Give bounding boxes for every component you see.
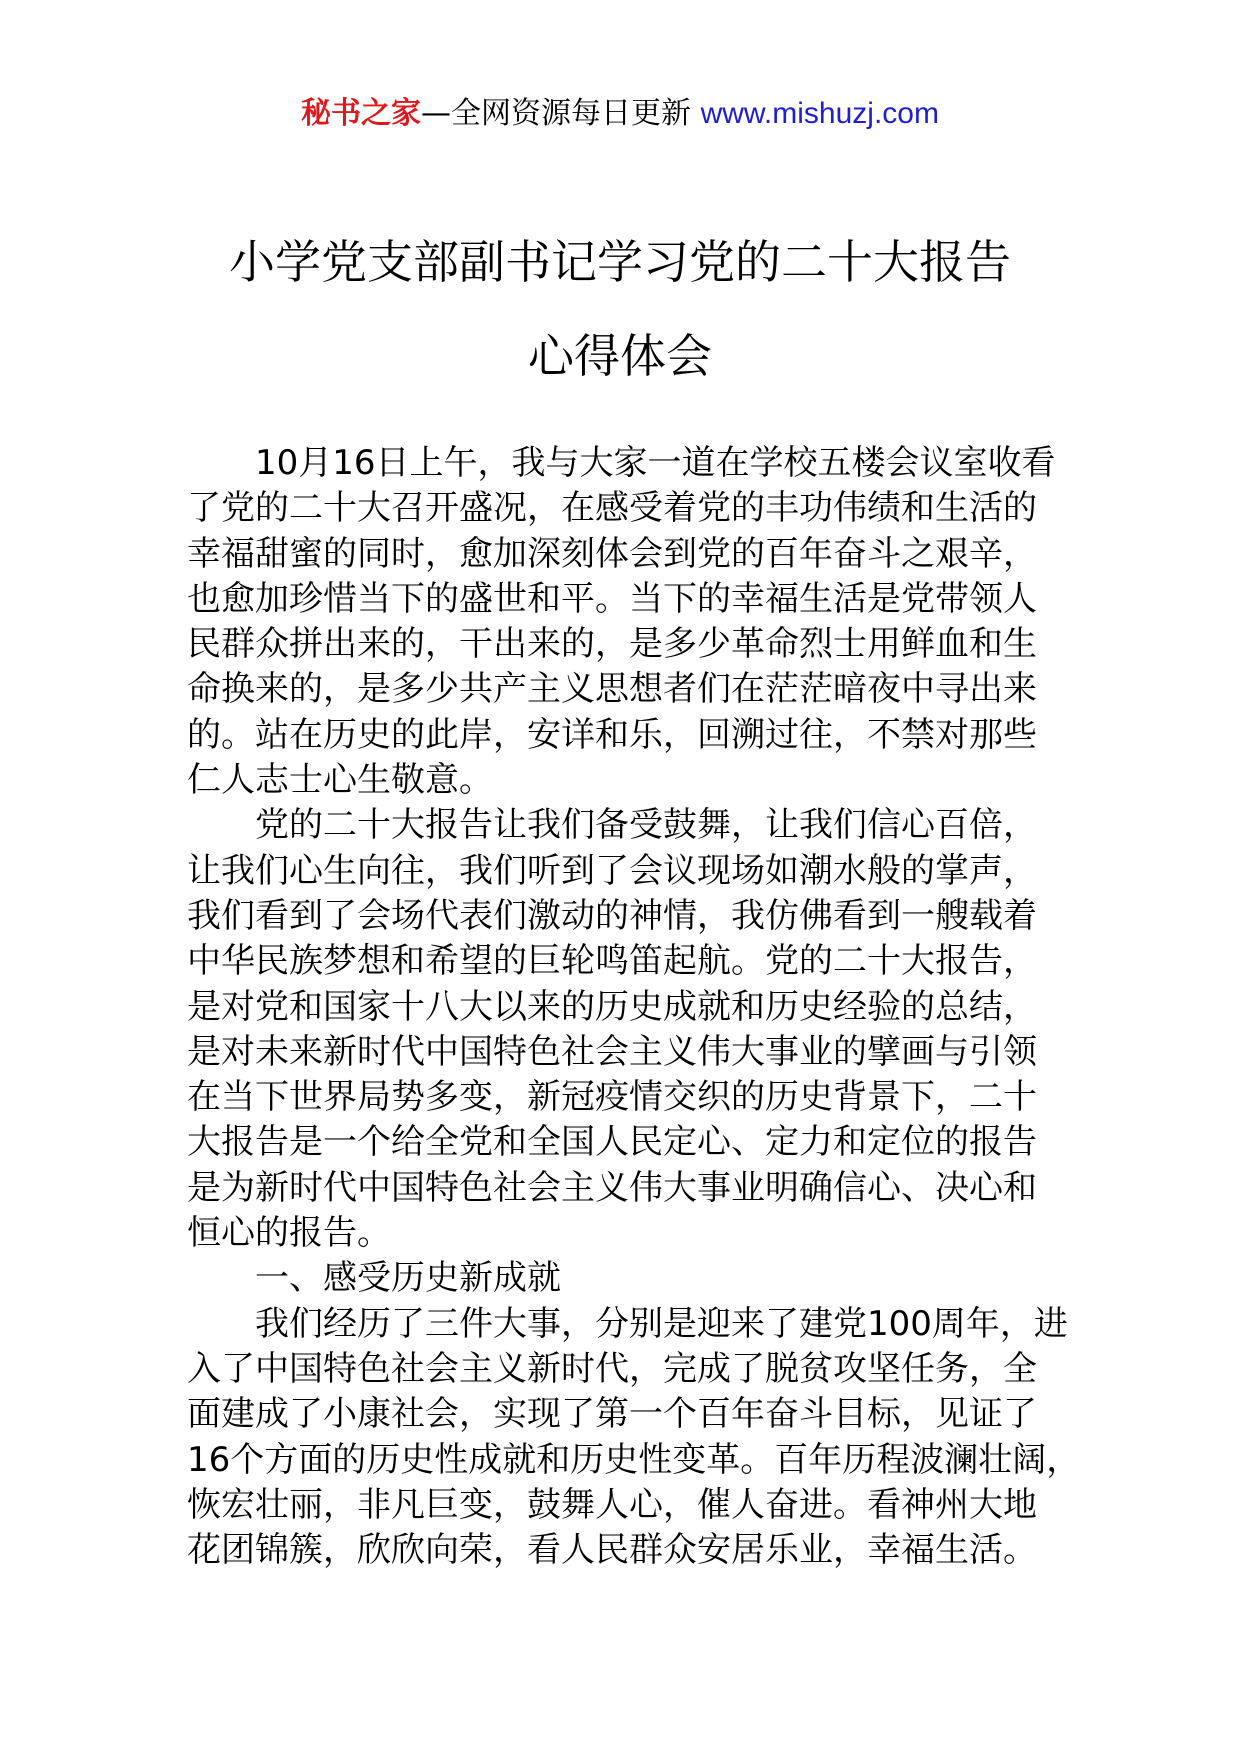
body-line: 了党的二十大召开盛况，在感受着党的丰功伟绩和生活的: [187, 488, 1037, 529]
body-line: 也愈加珍惜当下的盛世和平。当下的幸福生活是党带领人: [187, 578, 1037, 619]
body-line: 恒心的报告。: [187, 1213, 391, 1254]
body-line: 大报告是一个给全党和全国人民定心、定力和定位的报告: [187, 1122, 1037, 1163]
body-line: 面建成了小康社会，实现了第一个百年奋斗目标，见证了: [187, 1394, 1037, 1435]
body-line: 花团锦簇，欣欣向荣，看人民群众安居乐业，幸福生活。: [187, 1530, 1037, 1571]
body-line: 的。站在历史的此岸，安详和乐，回溯过往，不禁对那些: [187, 714, 1037, 755]
body-line: 党的二十大报告让我们备受鼓舞，让我们信心百倍，: [255, 805, 1037, 846]
site-url-link[interactable]: www.mishuzj.com: [700, 97, 939, 130]
document-body: [187, 441, 1081, 1573]
body-line: 恢宏壮丽，非凡巨变，鼓舞人心，催人奋进。看神州大地: [187, 1484, 1037, 1525]
document-title-line-2: 心得体会: [528, 329, 712, 383]
brand-name: 秘书之家: [301, 96, 422, 131]
body-line: 民群众拼出来的，干出来的，是多少革命烈士用鲜血和生: [187, 624, 1037, 665]
body-line: 幸福甜蜜的同时，愈加深刻体会到党的百年奋斗之艰辛，: [187, 533, 1037, 574]
document-title-line-1: 小学党支部副书记学习党的二十大报告: [229, 235, 1011, 289]
body-line: 16个方面的历史性成就和历史性变革。百年历程波澜壮阔，: [187, 1439, 1081, 1480]
body-line: 是为新时代中国特色社会主义伟大事业明确信心、决心和: [187, 1167, 1037, 1208]
body-line: 让我们心生向往，我们听到了会议现场如潮水般的掌声，: [187, 850, 1037, 891]
body-line: 10月16日上午，我与大家一道在学校五楼会议室收看: [255, 443, 1056, 483]
site-header: [0, 94, 1240, 134]
body-line: 仁人志士心生敬意。: [187, 760, 493, 801]
body-line: 是对党和国家十八大以来的历史成就和历史经验的总结，: [187, 986, 1037, 1027]
body-line: 入了中国特色社会主义新时代，完成了脱贫攻坚任务，全: [187, 1348, 1037, 1389]
body-line: 是对未来新时代中国特色社会主义伟大事业的擘画与引领: [187, 1031, 1037, 1072]
section-heading: 一、感受历史新成就: [255, 1258, 561, 1299]
body-line: 中华民族梦想和希望的巨轮鸣笛起航。党的二十大报告，: [187, 941, 1037, 982]
body-line: 我们看到了会场代表们激动的神情，我仿佛看到一艘载着: [187, 895, 1037, 936]
body-line: 我们经历了三件大事，分别是迎来了建党100周年，进: [255, 1303, 1068, 1344]
body-line: 命换来的，是多少共产主义思想者们在茫茫暗夜中寻出来: [187, 669, 1037, 710]
body-line: 在当下世界局势多变，新冠疫情交织的历史背景下，二十: [187, 1077, 1037, 1118]
header-tagline: —全网资源每日更新: [421, 96, 701, 131]
